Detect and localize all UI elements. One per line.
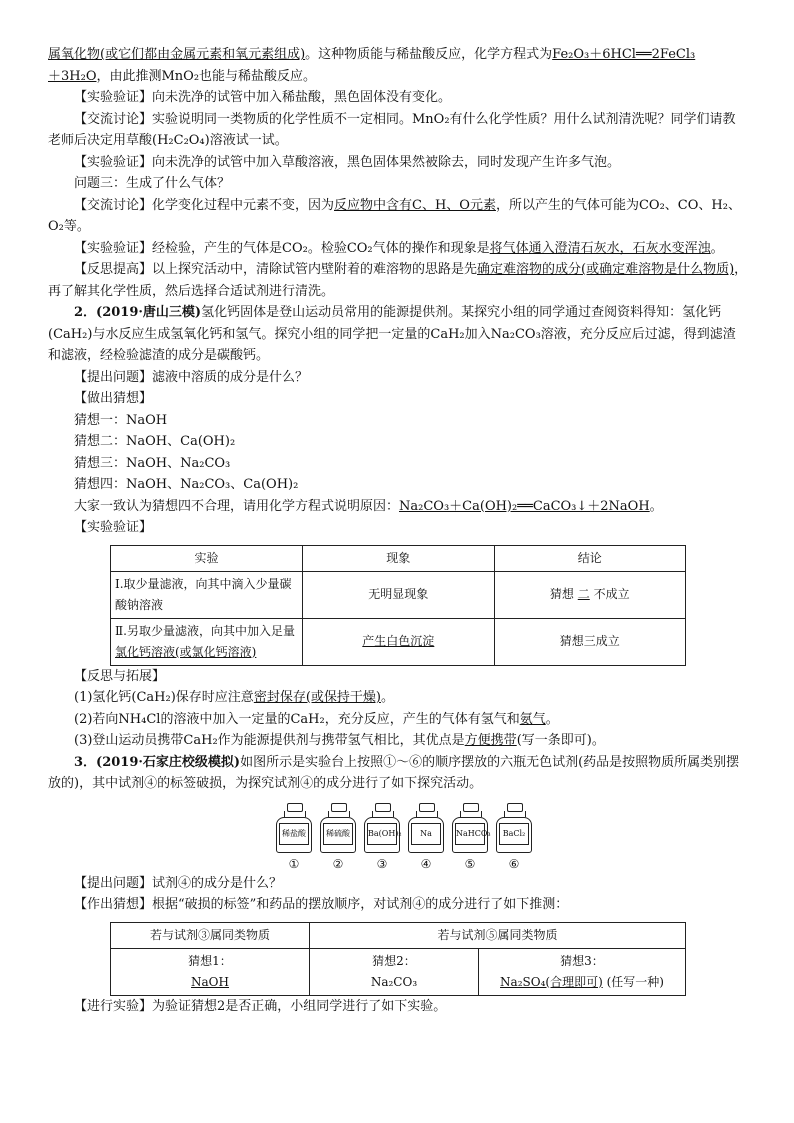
bottle-number: ② bbox=[332, 856, 344, 871]
bottle bbox=[452, 803, 491, 853]
bottle-label: 稀硫酸 bbox=[323, 823, 353, 845]
bottle bbox=[408, 803, 444, 853]
bottle-number: ① bbox=[288, 856, 300, 871]
reagent-bottles bbox=[276, 803, 576, 873]
text-line: 属氧化物(或它们都由金属元素和氧元素组成)。这种物质能与稀盐酸反应，化学方程式为Fe₂O₃＋6HCl══2FeCl₃ bbox=[48, 47, 696, 62]
table-header: 现象 bbox=[303, 545, 494, 571]
table-cell: 无明显现象 bbox=[303, 571, 494, 618]
guess-line: 猜想三：NaOH、Na₂CO₃ bbox=[74, 455, 231, 471]
bottle-label: BaCl₂ bbox=[499, 823, 529, 845]
text-line: 【反思与拓展】 bbox=[74, 668, 166, 684]
text-line: 【作出猜想】根据“破损的标签”和药品的摆放顺序，对试剂④的成分进行了如下推测： bbox=[74, 897, 569, 912]
text-line: 【交流讨论】实验说明同一类物质的化学性质不一定相同。MnO₂有什么化学性质？用什么试剂清洗呢？同学们请教老师后决定用草酸(H₂C₂O₄)溶液试一试。 bbox=[48, 111, 736, 148]
text-line: 【实验验证】向未洗净的试管中加入草酸溶液，黑色固体果然被除去，同时发现产生许多气泡。 bbox=[74, 154, 621, 170]
text-line: (1)氢化钙(CaH₂)保存时应注意密封保存(或保持干燥)。 bbox=[74, 690, 394, 705]
text-line: 【实验验证】 bbox=[74, 520, 153, 535]
text-line: (2)若向NH₄Cl的溶液中加入一定量的CaH₂，充分反应，产生的气体有氢气和氨气。 bbox=[74, 711, 559, 727]
table-cell: 猜想3： Na₂SO₄(合理即可) (任写一种) bbox=[479, 948, 686, 995]
bottle-number: ③ bbox=[376, 856, 388, 871]
bottle-label: 稀盐酸 bbox=[279, 823, 309, 845]
guess-line: 猜想一：NaOH bbox=[74, 412, 168, 428]
text-line: 【实验验证】向未洗净的试管中加入稀盐酸，黑色固体没有变化。 bbox=[74, 90, 452, 105]
table-cell: 猜想1： NaOH bbox=[111, 948, 310, 995]
question-2: 2．(2019·唐山三模)氢化钙固体是登山运动员常用的能源提供剂。某探究小组的同学通过查阅资料得知：氢化钙(CaH₂)与水反应生成氢氧化钙和氢气。探究小组的同学把一定量的CaH₂加入Na₂CO₃溶液，充分反应后过滤，得到滤渣和滤液，经检验滤渣的成分是碳酸钙。 bbox=[48, 305, 736, 363]
bottle-label: Ba(OH)₂ bbox=[367, 823, 397, 845]
table-cell: 猜想 二 不成立 bbox=[494, 571, 685, 618]
table-cell: 产生白色沉淀 bbox=[303, 618, 494, 665]
text-line: 大家一致认为猜想四不合理，请用化学方程式说明原因：Na₂CO₃＋Ca(OH)₂══CaCO₃↓＋2NaOH。 bbox=[74, 498, 663, 514]
table-header: 若与试剂⑤属同类物质 bbox=[310, 922, 686, 948]
bottle-label: NaHCO₃ bbox=[455, 823, 485, 845]
guess-line: 猜想四：NaOH、Na₂CO₃、Ca(OH)₂ bbox=[74, 477, 299, 492]
text-line: (3)登山运动员携带CaH₂作为能源提供剂与携带氢气相比，其优点是方便携带(写一条即可)。 bbox=[74, 733, 605, 748]
bottle-number: ⑤ bbox=[464, 856, 476, 871]
bottle-number: ⑥ bbox=[508, 856, 520, 871]
bottle-number: ④ bbox=[420, 856, 432, 871]
worksheet-page bbox=[48, 44, 748, 1017]
experiment-table bbox=[110, 545, 686, 666]
table-cell: 猜想2： Na₂CO₃ bbox=[310, 948, 479, 995]
table-header: 结论 bbox=[494, 545, 685, 571]
text-line: 【进行实验】为验证猜想2是否正确，小组同学进行了如下实验。 bbox=[74, 998, 447, 1014]
guess-line: 猜想二：NaOH、Ca(OH)₂ bbox=[74, 434, 236, 449]
bottle bbox=[364, 803, 400, 853]
question-3: 3．(2019·石家庄校级模拟)如图所示是实验台上按照①～⑥的顺序摆放的六瓶无色试剂(药品是按照物质所属类别摆放的)，其中试剂④的标签破损，为探究试剂④的成分进行了如下探究活动。 bbox=[48, 754, 740, 791]
bottle bbox=[276, 803, 312, 853]
bottle-label-torn: Na bbox=[411, 823, 441, 845]
bottle bbox=[496, 803, 532, 853]
text-line: 【提出问题】试剂④的成分是什么？ bbox=[74, 875, 283, 891]
table-cell: Ⅱ.另取少量滤液，向其中加入足量氯化钙溶液(或氯化钙溶液) bbox=[111, 618, 303, 665]
text-line: ＋3H₂O，由此推测MnO₂也能与稀盐酸反应。 bbox=[48, 68, 317, 84]
table-cell: Ⅰ.取少量滤液，向其中滴入少量碳酸钠溶液 bbox=[111, 571, 303, 618]
text-line: 【做出猜想】 bbox=[74, 391, 153, 406]
guess-table bbox=[110, 922, 686, 996]
table-header: 若与试剂③属同类物质 bbox=[111, 922, 310, 948]
table-header: 实验 bbox=[111, 545, 303, 571]
text-line: 问题三：生成了什么气体？ bbox=[74, 176, 231, 191]
text-line: 【实验验证】经检验，产生的气体是CO₂。检验CO₂气体的操作和现象是将气体通入澄清石灰水，石灰水变浑浊。 bbox=[74, 240, 724, 256]
table-cell: 猜想三成立 bbox=[494, 618, 685, 665]
text-line: 【反思提高】以上探究活动中，清除试管内壁附着的难溶物的思路是先确定难溶物的成分(或确定难溶物是什么物质)，再了解其化学性质，然后选择合适试剂进行清洗。 bbox=[48, 262, 748, 299]
text-line: 【交流讨论】化学变化过程中元素不变，因为反应物中含有C、H、O元素，所以产生的气体可能为CO₂、CO、H₂、O₂等。 bbox=[48, 197, 741, 234]
bottle bbox=[320, 803, 356, 853]
text-line: 【提出问题】滤液中溶质的成分是什么？ bbox=[74, 369, 309, 385]
